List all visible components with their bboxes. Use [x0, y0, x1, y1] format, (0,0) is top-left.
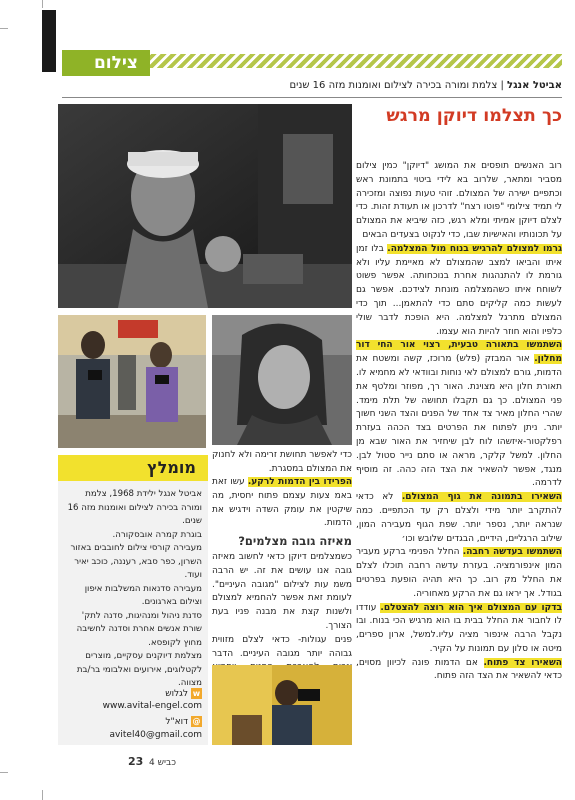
crop-mark	[0, 772, 8, 773]
tip-text: אם הדמות פונה לכיוון מסוים, כדאי להשאיר את הצד הזה פתוח.	[356, 657, 562, 682]
tip-text: בלו זמן איתו והביאו למצב שהמצולם לא מאיימת עליו ולא גורמת לו להתנהגות אחרת בנוכחותה. אפשר פשוט לשוחח איתו כשהמצלמה מונחת לצידכם. אפשר גם לעשות כמה קליקים סתם כדי להתאמן... תוך כדי המצולם מתרגל למצלמה. היא הופכת לדבר שולי כלפיו והוא חוזר להיות הוא עצמו.	[356, 243, 562, 337]
photo-elderly-man	[58, 104, 352, 308]
tip-paragraph	[356, 602, 562, 657]
footer-issue: כביש 4	[149, 758, 176, 768]
sidebar-item: מעבירה קורסי צילום לחובבים באזור השרון, כפר סבא, רעננה, כוכב יאיר ועוד.	[70, 543, 202, 580]
tip-highlight: השתמשו בתאורה טבעית, רצוי אור החי דור מחלון.	[356, 340, 562, 365]
col2-paragraph: כשמצלמים דיוקן כדאי לחשוב מאיזה גובה אנו עושים את זה. יש הרבה משמ עות לצילום "מגובה העיניים". לעומת זאת אפשר להחמיא למצולם ולשנות קצת את מבנה פניו בעת הצורך.	[212, 551, 352, 631]
byline	[62, 80, 562, 96]
photo-elderly-man-image	[58, 104, 352, 308]
photo-woman-image	[212, 315, 352, 445]
page-footer	[56, 755, 176, 769]
intro-paragraph: רוב האנשים תופסים את המושג "דיוקן" כמין צילום מסביר ומתאר, שלרוב בא לידי ביטוי בתמונת ראש וכתפיים ישירה של המצולם. זוהי טעות נפוצה ומזכירה לי תמיד צילומי "פוטו רצח" לדרכון או תעודת זהות. כדי לצלם דיוקן אמיתי ומלא רגש, כזה שיביא את המצולם על תכונותיו והאישיות שבו, כדי לנקוט בצעדים הבאים	[356, 161, 562, 240]
header-rule	[62, 97, 562, 98]
photo-crouching-image	[212, 665, 352, 745]
article-body-right-column	[356, 160, 562, 684]
tip-highlight: גרמו למצולם להרגיש בנוח מול המצלמה.	[387, 243, 562, 254]
at-icon: @	[192, 717, 201, 726]
tip-paragraph	[356, 491, 562, 546]
col2-top-text: כדי לאפשר תחושת זרימה ולא לחנוק את המצולם במסגרת.	[212, 450, 352, 474]
contact-web-label-row	[62, 688, 202, 700]
byline-description: | צלמת ומורה בכירה לצילום ואומנות מזה 16 שנים	[289, 80, 504, 91]
crop-mark	[42, 790, 43, 800]
tip-paragraph	[356, 546, 562, 601]
photo-photographer-crouching	[212, 665, 352, 745]
subheading-height: מאיזה גובה מצלמים?	[238, 534, 352, 549]
tip-paragraph	[356, 657, 562, 685]
section-tab	[62, 50, 150, 76]
col2-highlight: הפרידו בין הדמות לרקע.	[247, 477, 352, 487]
tip-text: החלל הפנימי ברקע מעביר המון אינפורמציה. בעזרת עדשה רחבה תוכלו לצלם את החלל מק רוב. כך היא תהיה הופעת בפרטים בגודל. אך יראו גם את הרקע מאחוריה.	[356, 547, 562, 599]
website-link[interactable]: www.avital-engel.com	[102, 701, 202, 711]
sidebar-item: מצלמת דיוקנים עסקיים, מוצרים לקטלוגים, אירועים ואלבומי בר/בת מצווה.	[76, 651, 202, 688]
article-title: כך תצלמו דיוקן מרגש	[386, 106, 562, 126]
sidebar-title: מומלץ	[147, 458, 196, 477]
sidebar-item: אביטל אנגל ילידת 1968, צלמת ומורה בכירה לצילום ואומנות מזה 16 שנים.	[67, 489, 202, 526]
crop-mark	[0, 28, 8, 29]
mail-label: דוא"ל	[165, 717, 188, 727]
web-icon: w	[192, 689, 201, 698]
photo-woman-portrait	[212, 315, 352, 445]
sidebar-item: סדנת ניהול ומנהיגות, סדנה לתק' שורת אנשים אחרת וסדנה לחשיבה מחוץ לקופסא.	[76, 610, 202, 648]
sidebar-body	[62, 488, 202, 691]
contact-mail-label-row	[62, 716, 202, 728]
email-link[interactable]: avitel40@gmail.com	[109, 730, 202, 740]
section-label: צילום	[93, 53, 138, 73]
sidebar-header	[58, 455, 208, 481]
crop-mark	[42, 0, 43, 8]
web-label: לגלוש	[165, 689, 188, 699]
byline-author: אביטל אנגל	[507, 80, 562, 91]
tip-text: עודדו לו לחבור את החלל בבית בו הוא מרגיש הכי בנוח. ובו נקבל הרבה אינפור מציה עליו.למשל, ארון ספרים, מיטה או סלון עם תמונות על הקיר.	[356, 602, 562, 654]
col2-paragraph	[212, 476, 352, 531]
header-black-bar	[42, 10, 56, 72]
tip-text: אור המבזק (פלש) מרוכז, קשה ומשטח את הדמות, גורם למצולם לאי נוחות ובוודאי לא מחמיא לו. תאורת חלון היא מצוינת. האור רך, מפוזר ומלטף את פני המצולם. כך גם תקבלו תחושה של תלת מימד. שהרי החלון מאיר צד אחד של הפנים והצד השני חשוך יותר. ניתן לפתוח את הפרטים בצד הכהה בעזרת רפלקטור-איזשהו לוח לבן שיחזיר את האור שבא מן החלון. למשל קלקר, מראה או סתם נייר סטול לבן. מנגד, אפשר להשאיר את הצד הזה כהה. זה מוסיף לדרמה.	[356, 354, 562, 489]
col2-text: עשו זאת באמ צעות עצמם פתוח יחסית, מה שיקטין את עומק השדה וידגיש את הדמות.	[212, 477, 352, 529]
tip-highlight: השתמשו בעדשה רחבה.	[462, 547, 562, 558]
tip-paragraph	[356, 243, 562, 340]
sidebar-item: בוגרת קמרה אובסקורה.	[112, 529, 202, 540]
tip-paragraph	[356, 339, 562, 491]
photo-market-image	[58, 315, 206, 448]
tip-highlight: השאירו צד פתוח.	[483, 657, 562, 668]
tip-highlight: השאירו בתמונה את גוף המצולם.	[401, 492, 562, 503]
tip-text: לא כדאי להתקרב יותר מידי ולצלם רק עד הכתפיים. כמה שנראה יותר, נספר יותר. שפת הגוף מעבירה המון, שילוב הרגליים, הידיים, הבגדים שלובש וכו׳	[356, 492, 562, 544]
page-number: 23	[128, 755, 144, 768]
col2-paragraph: פנים עגולות- כדאי לצלם מזווית גבוהה יותר מגובה העיניים. הדבר	[212, 634, 352, 659]
photo-photographers-market	[58, 315, 206, 448]
sidebar-item: מעבירה סדנאות המשלבות איפון וצילום בארגונים.	[84, 583, 202, 607]
tip-highlight: בדקו עם המצולם איך הוא רוצה להצטלם.	[380, 602, 562, 613]
